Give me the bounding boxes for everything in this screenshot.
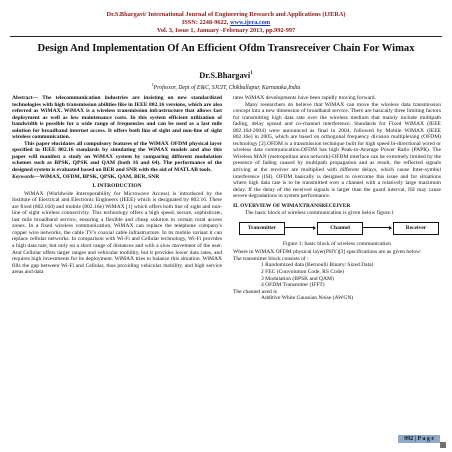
header-divider (10, 36, 442, 37)
channel-block: Channel (317, 222, 363, 235)
journal-header-line: Dr.S.Bhargavi/ International Journal of Engineering Research and Applications (IJERA) (106, 11, 346, 18)
paragraph-continued: rates WiMAX developments have been rapidly moving forward. (233, 95, 376, 101)
page-number: 992 | P a g e (398, 435, 440, 443)
list-item: 1 Randomized data (Bernoulli Binary/ Sized Data) (261, 262, 374, 269)
journal-url-link[interactable]: www.ijera.com (229, 19, 271, 26)
keywords: Keywords—WiMAX, OFDM, BPSK, QPSK, QAM, BER, SNR (12, 173, 160, 180)
issn: ISSN: 2248-9622 (181, 19, 227, 26)
block-diagram-figure (233, 218, 441, 240)
abstract-paragraph-2: This paper elucidates all compulsory features of the WiMAX OFDM physical layer specified in IEEE 802.16 standards by simulating the WiMAX models and also this paper will manifest a study on WiMAX system by comparing different modulation schemes such as BPSK, QPSK and QAM (both 16 and 64). The performance of the designed system is evaluated based on BER and SNR with the aid of MATLAB tools. (12, 140, 222, 174)
author-affiliation: $^1$Professor, Dept of E&C, SJCIT, Chikballapur, Karnataka,India (151, 82, 301, 91)
corner-mark (440, 442, 446, 448)
paper-title: Design And Implementation Of An Efficient Ofdm Transreceiver Chain For Wimax (37, 43, 415, 54)
left-column (12, 95, 222, 276)
transmitter-block: Transmitter (239, 222, 285, 235)
author-name: Dr.S.Bhargavi$^1$ (199, 71, 253, 80)
introduction-paragraph: WiMAX (Worldwide Interoperability for Microwave Access) is introduced by the Institute of Electrical and Electronic Engineers (IEEE) which is designated by 802.16. There are fixed (802.16d) and mobile (802.16e) WiMAX [1] which offers both line of sight and non-line of sight wireless connectivity. This technology offers a high speed, secure, sophisticate, last mile broadband service, ensuring a flexible and cheap solution to certain rural access zones. In a fixed wireless communication, WiMAX can replace the telephone company's copper wire networks, the cable TV's coaxial cable infrastructure. In its mobile variant it can replace cellular networks. In comparison with Wi-Fi and Cellular technology, Wi-Fi provides a high data rate, but only on a short range of distances and with a slow movement of the user. And Cellular offers larger ranges and vehicular mobility, but it provides lower data rates, and requires high investments for its deployment. WiMAX tries to balance this situation. WiMAX fills the gap between Wi-Fi and Cellular, thus providing vehicular mobility, and high service areas and data (12, 190, 222, 276)
figure-caption: Figure 1: basic block of wireless communication (282, 240, 392, 247)
arrow-channel-to-rx (363, 227, 391, 228)
list-item: 4 OFDM Transmitter (IFFT) (261, 282, 325, 289)
receiver-block: Receiver (393, 222, 439, 235)
journal-volume-line: Vol. 3, Issue 1, January -February 2013, pp.992-997 (156, 27, 296, 34)
paragraph-phy-spec: Where in WiMAX OFDM physical layer(PHY)[3] specifications are as given below: (233, 249, 422, 256)
paragraph-channel: The channel used is (233, 288, 277, 295)
arrow-tx-to-channel (285, 227, 315, 228)
journal-issn-line: ISSN: 2248-9622, www.ijera.com (181, 19, 271, 26)
channel-list (233, 295, 441, 302)
section-heading-introduction: I. INTRODUCTION (92, 183, 142, 190)
section-heading-overview: II. OVERVIEW OF WIMAXTRANSRECEIVER (233, 202, 351, 209)
abstract: Abstract— The telecommunication industries are insisting on new standardized technologies with high transmission abilities like in IEEE 802.16 versions, which are also referred as WiMAX. WiMAX is a wireless transmission infrastructure that allows fast deployment as well as low maintenance costs. In this system efficient utilization of bandwidth is possible for a wide range of frequencies and can be used as a last mile solution for broadband internet access. It offers both line of sight and non-line of sight wireless communication. (12, 95, 222, 141)
transmitter-list (233, 262, 441, 288)
paragraph-ofdm: Many researchers do believe that WiMAX can move the wireless data transmission concept into a new dimension of broadband service. There are basically three limiting factors for transmitting high data rate over the wireless medium that mainly include multipath fading, delay spread and co-channel interference. Standards for Fixed WiMAX (IEEE 802.16d-2004) were announced as final in 2004, followed by Mobile WiMAX (IEEE 802.16e) in 2005, which are based on orthogonal frequency division multiplexing (OFDM) technology [2].OFDM is a transmission technique built for high speed bi-directional wired or wireless data communication.OFDM has high Peak-to-Average Power Ratio (PAPR). The Wireless MAN (metropolitan area network)-OFDM interface can be extremely limited by the presence of fading caused by multipath propagation and as result, the reflected signals arriving at the receiver are multiplied with different delays, which cause Inter-symbol interference (ISI). OFDM basically is designed to overcome this issue and for situations where high data rate is to be transmitted over a channel with a relatively large maximum delay. If the delay of the received signals is larger than the guard interval, ISI may cause severe degradations in system performance. (233, 101, 441, 200)
list-item: 2 FEC (Convolution Code, RS Code) (261, 269, 344, 276)
list-item: Additive White Gaussian Noise (AWGN) (261, 295, 354, 302)
paragraph-transmitter-intro: The transmitter block consists of : (233, 255, 309, 262)
right-column (233, 95, 441, 302)
paragraph-figure-intro: The basic block of wireless communication is given below figure.1 (245, 210, 395, 217)
list-item: 3 Modulation (BPSK and QAM) (261, 275, 334, 282)
